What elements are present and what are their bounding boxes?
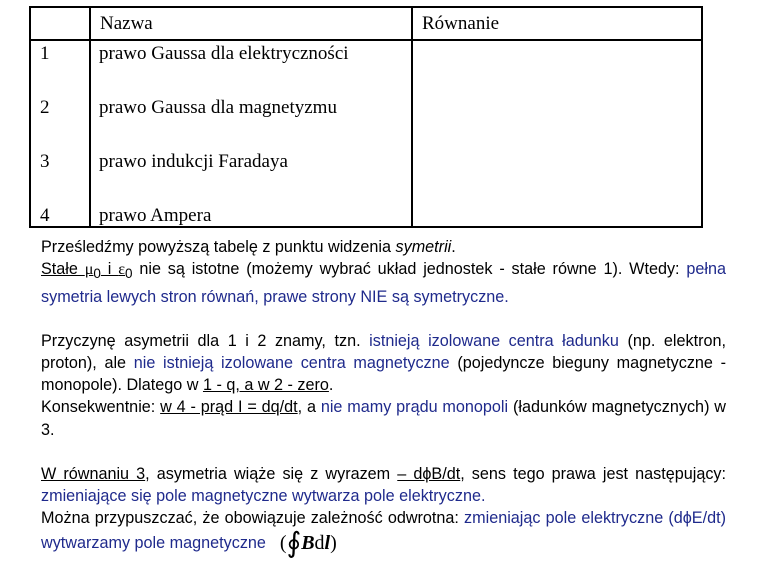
equation-cell-empty <box>412 40 702 227</box>
row-num: 3 <box>40 151 50 172</box>
row-num: 2 <box>40 97 50 118</box>
text-span: (np. elektron, proton), ale <box>41 331 726 373</box>
maxwell-equations-table <box>29 6 703 228</box>
paragraph-constants <box>41 258 726 308</box>
paragraph-inverse <box>41 507 726 560</box>
text-span: , sens tego prawa jest następujący: <box>460 464 727 483</box>
header-equation-cell <box>412 7 702 40</box>
underlined-text: – dϕB/dt <box>397 464 461 483</box>
epsilon-symbol: ε <box>118 260 125 279</box>
underlined-text: w 4 - prąd I = dq/dt <box>160 398 298 417</box>
highlight-text: pełna symetria lewych stron równań, prawe strony NIE są symetryczne. <box>41 260 726 306</box>
subscript-zero: 0 <box>93 266 101 282</box>
name-cell <box>90 40 412 227</box>
text-span: , asymetria wiąże się z wyrazem <box>145 464 398 483</box>
formula-vector-b: B <box>301 532 315 555</box>
line-integral-formula <box>279 528 337 560</box>
highlight-text: istnieją izolowane centra ładunku <box>369 331 619 350</box>
row-num: 4 <box>40 205 50 226</box>
spacer <box>41 308 726 330</box>
text-span: (ładunków magnetycznych) w 3. <box>41 398 726 439</box>
constants-underlined <box>41 260 133 282</box>
mu-symbol: μ <box>84 260 94 279</box>
subscript-zero: 0 <box>125 266 133 282</box>
header-equation: Równanie <box>422 12 500 34</box>
highlight-text: zmieniające się pole magnetyczne wytwarza pole elektryczne. <box>41 487 486 506</box>
row-num: 1 <box>40 43 50 64</box>
paragraph-faraday <box>41 463 726 507</box>
formula-paren: ( <box>279 532 287 555</box>
highlight-text: nie mamy prądu monopoli <box>320 398 509 417</box>
underlined-text: W równaniu 3 <box>41 464 146 483</box>
paragraph-consequently <box>41 396 726 440</box>
formula-d: d <box>314 532 325 555</box>
text-span: , a <box>297 398 321 417</box>
num-cell <box>30 40 90 227</box>
highlight-text: nie istnieją izolowane centra magnetyczne <box>133 354 450 373</box>
header-num-cell <box>30 7 90 40</box>
body-text <box>41 236 727 560</box>
table-header-row <box>30 7 702 40</box>
underlined-text: 1 - q, a w 2 - zero <box>202 376 329 395</box>
formula-paren: ) <box>330 532 337 555</box>
text-span: i <box>100 260 119 279</box>
text-span: . <box>451 238 456 256</box>
text-span: nie są istotne (możemy wybrać układ jednostek - stałe równe 1). Wtedy: <box>132 260 687 279</box>
row-name: prawo indukcji Faradaya <box>99 151 288 172</box>
text-span: Konsekwentnie: <box>41 398 161 417</box>
highlight-text: zmieniając pole elektryczne (dϕE/dt) wytwarzamy pole magnetyczne <box>41 509 726 553</box>
text-span: (pojedyncze bieguny magnetyczne - monopole). Dlatego w <box>41 354 726 395</box>
emphasis-symmetry: symetrii <box>395 238 452 256</box>
text-span: Stałe <box>41 260 85 279</box>
row-name: prawo Ampera <box>99 205 212 226</box>
text-span: . <box>328 376 334 395</box>
formula-vector-l: l <box>324 532 331 555</box>
header-name: Nazwa <box>100 12 153 34</box>
text-span: Można przypuszczać, że obowiązuje zależność odwrotna: <box>41 509 465 528</box>
row-name: prawo Gaussa dla elektryczności <box>99 43 349 64</box>
text-span: Prześledźmy powyższą tabelę z punktu widzenia <box>41 238 396 256</box>
header-name-cell <box>90 7 412 40</box>
spacer <box>41 441 726 463</box>
contour-integral-icon: ∮ <box>286 528 302 560</box>
table-body-row <box>30 40 702 227</box>
row-name: prawo Gaussa dla magnetyzmu <box>99 97 337 118</box>
paragraph-asymmetry <box>41 330 726 397</box>
paragraph-symmetry <box>41 236 726 258</box>
text-span: Przyczynę asymetrii dla 1 i 2 znamy, tzn. <box>41 331 370 350</box>
